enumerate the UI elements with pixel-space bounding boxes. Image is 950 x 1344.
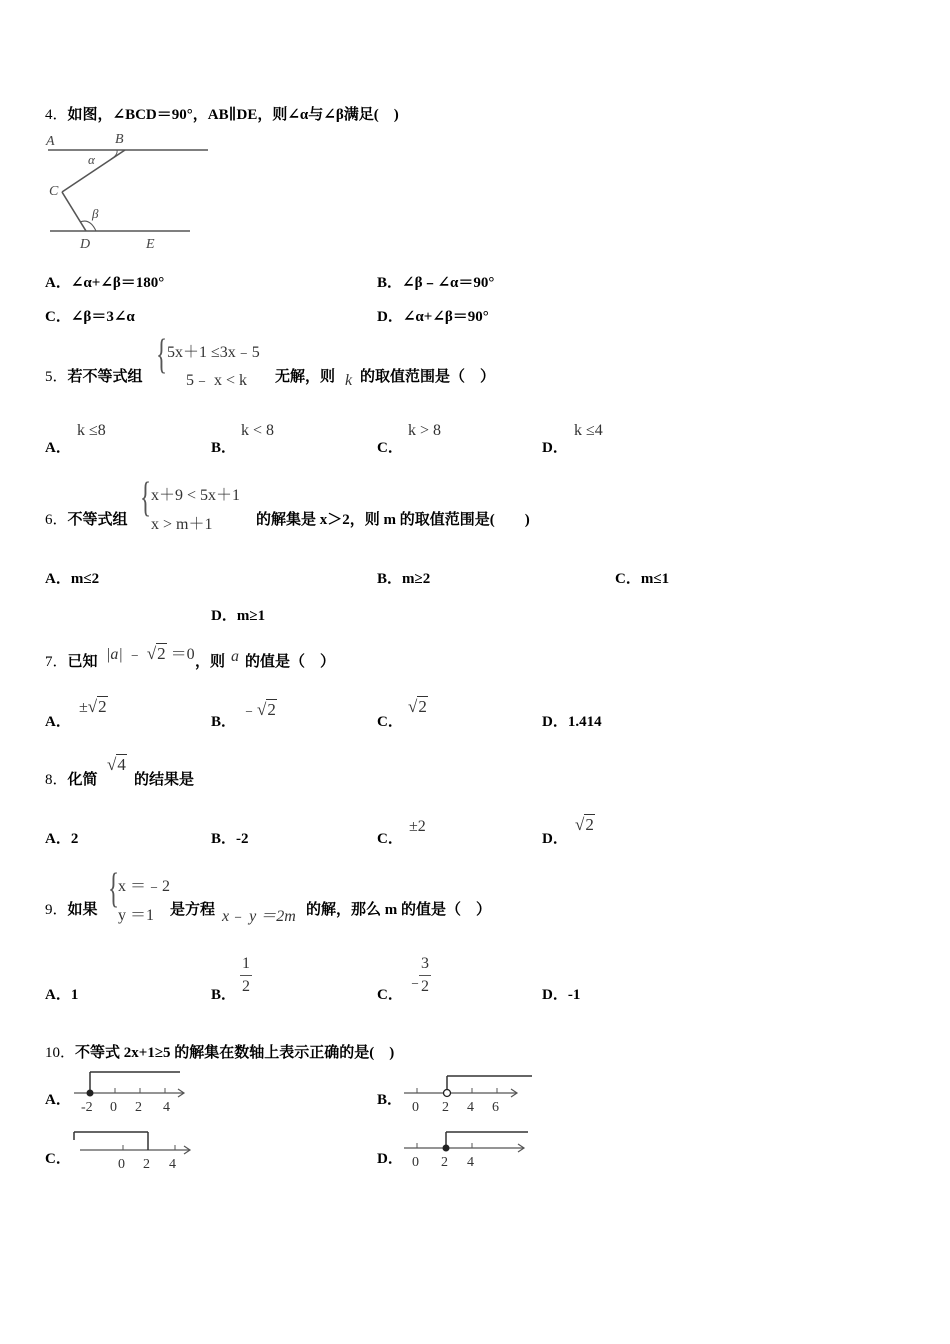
hollow-dot — [444, 1090, 451, 1097]
option-math: k > 8 — [408, 422, 442, 439]
system-line-1: x＋9 < 5x＋1 — [151, 487, 241, 504]
option-q7-d[interactable]: D．1.414 — [542, 714, 602, 730]
option-q6-a[interactable]: A．m≤2 — [45, 571, 100, 587]
system-line-2: y ＝1 — [118, 907, 155, 924]
tick-label: 0 — [118, 1157, 125, 1172]
option-q9-d[interactable]: D．-1 — [542, 987, 581, 1003]
equation-q7: |a| ﹣ √2 ＝0 — [106, 644, 195, 663]
option-q7-b[interactable]: B． — [211, 714, 237, 730]
number-line-a — [72, 1068, 192, 1118]
tick-label: 4 — [169, 1157, 176, 1172]
option-text: ∠β＝3∠α — [70, 309, 135, 325]
inequality-system-brace: { — [156, 332, 168, 378]
option-text: ∠β﹣∠α＝90° — [402, 275, 495, 291]
option-math: k ≤8 — [77, 422, 106, 439]
option-math: k ≤4 — [574, 422, 603, 439]
option-q8-c[interactable]: C． — [377, 831, 403, 847]
number-line-d — [402, 1128, 532, 1172]
question-text: 如图，∠BCD＝90°，AB∥DE，则∠α与∠β满足( ) — [67, 107, 399, 123]
system-line-1: 5x＋1 ≤3x﹣5 — [167, 344, 260, 361]
tick-label: 4 — [467, 1155, 474, 1170]
tick-label: -2 — [81, 1100, 93, 1115]
option-q5-d[interactable]: D． — [542, 440, 568, 456]
question-text: 无解，则 — [275, 369, 336, 385]
option-text: ∠α+∠β＝90° — [402, 309, 489, 325]
tick-label: 0 — [110, 1100, 117, 1115]
tick-label: 6 — [492, 1100, 499, 1115]
fraction-one-half: $\frac{1}{2}$ — [242, 955, 250, 995]
inequality-system-brace: { — [140, 475, 152, 521]
option-q8-a[interactable]: A．2 — [45, 831, 79, 847]
option-q6-c[interactable]: C．m≤1 — [615, 571, 670, 587]
option-q6-d[interactable]: D．m≥1 — [211, 608, 266, 624]
tick-label: 4 — [467, 1100, 474, 1115]
option-q8-d[interactable]: D． — [542, 831, 568, 847]
label-b: B — [115, 132, 124, 147]
question-number: 4． — [45, 107, 68, 123]
option-q10-a[interactable]: A． — [45, 1092, 71, 1108]
option-q10-b[interactable]: B． — [377, 1092, 403, 1108]
parallel-lines-figure — [40, 128, 220, 253]
system-line-2: 5﹣ x < k — [186, 372, 248, 389]
option-math: √2 — [575, 815, 594, 834]
variable-a: a — [231, 648, 239, 665]
minus-sign: ﹣ — [407, 974, 424, 991]
question-text: ，则 — [195, 654, 226, 670]
option-q5-c[interactable]: C． — [377, 440, 403, 456]
option-math: ±2 — [409, 818, 426, 835]
variable-k: k — [345, 372, 353, 389]
question-text: 的结果是 — [134, 772, 195, 788]
label-alpha: α — [88, 152, 95, 167]
sqrt-symbol: √2 — [146, 644, 166, 663]
option-q9-b[interactable]: B． — [211, 987, 237, 1003]
option-q9-a[interactable]: A．1 — [45, 987, 79, 1003]
segment-cd — [62, 192, 86, 231]
option-q4-b[interactable]: B．∠β﹣∠α＝90° — [377, 275, 495, 291]
question-text: 的值是（ ） — [245, 654, 336, 670]
option-q4-a[interactable]: A．∠α+∠β＝180° — [45, 275, 165, 291]
question-text: 是方程 — [170, 902, 216, 918]
tick-label: 2 — [135, 1100, 142, 1115]
tick-label: 0 — [412, 1155, 419, 1170]
question-8-number: 8．化简 — [45, 772, 98, 788]
equation-system-brace: { — [108, 866, 120, 912]
option-q10-c[interactable]: C． — [45, 1151, 71, 1167]
label-beta: β — [92, 206, 99, 221]
number-line-c — [72, 1128, 197, 1172]
system-line-1: x ＝﹣2 — [118, 878, 171, 895]
option-q5-a[interactable]: A． — [45, 440, 71, 456]
tick-label: 2 — [441, 1155, 448, 1170]
question-text: 的解，那么 m 的值是（ ） — [306, 902, 491, 918]
option-q10-d[interactable]: D． — [377, 1151, 403, 1167]
option-math: k < 8 — [241, 422, 275, 439]
option-math: ±√2 — [79, 697, 107, 716]
tick-label: 2 — [143, 1157, 150, 1172]
label-c: C — [49, 184, 59, 199]
label-e: E — [146, 237, 155, 252]
question-9-number: 9．如果 — [45, 902, 98, 918]
question-4-stem — [45, 103, 399, 124]
system-line-2: x > m＋1 — [151, 516, 213, 533]
question-5-number: 5．若不等式组 — [45, 369, 143, 385]
option-math: √2 — [408, 697, 427, 716]
label-a: A — [46, 134, 55, 149]
question-text: 的取值范围是（ ） — [360, 369, 496, 385]
option-q6-b[interactable]: B．m≥2 — [377, 571, 431, 587]
solid-dot — [443, 1145, 450, 1152]
fraction-three-halves: $\frac{3}{2}$ — [421, 955, 429, 995]
number-line-b — [402, 1072, 534, 1118]
question-6-number: 6．不等式组 — [45, 512, 128, 528]
sqrt-4: √4 — [107, 755, 126, 774]
tick-label: 2 — [442, 1100, 449, 1115]
option-q4-c[interactable]: C．∠β＝3∠α — [45, 309, 135, 325]
option-math: ﹣√2 — [241, 700, 276, 719]
equation: x﹣ y ＝2m — [222, 908, 296, 925]
tick-label: 4 — [163, 1100, 170, 1115]
label-d: D — [80, 237, 91, 252]
option-q4-d[interactable]: D．∠α+∠β＝90° — [377, 309, 489, 325]
solid-dot — [87, 1090, 94, 1097]
tick-label: 0 — [412, 1100, 419, 1115]
question-10-stem: 10．不等式 2x+1≥5 的解集在数轴上表示正确的是( ) — [45, 1045, 395, 1061]
question-text: 的解集是 x＞2，则 m 的取值范围是( ) — [256, 512, 530, 528]
option-q7-a[interactable]: A． — [45, 714, 71, 730]
option-q7-c[interactable]: C． — [377, 714, 403, 730]
option-q8-b[interactable]: B．-2 — [211, 831, 249, 847]
option-q9-c[interactable]: C． — [377, 987, 403, 1003]
option-text: ∠α+∠β＝180° — [70, 275, 165, 291]
question-7-number: 7．已知 — [45, 654, 98, 670]
option-q5-b[interactable]: B． — [211, 440, 237, 456]
